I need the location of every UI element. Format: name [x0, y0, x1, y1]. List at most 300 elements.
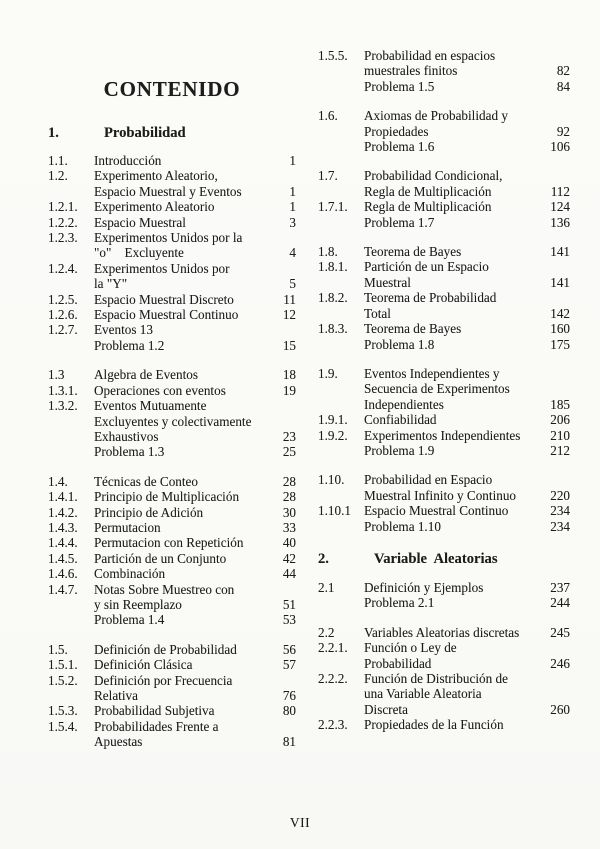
toc-entry-number — [318, 656, 364, 671]
toc-entry-page: 3 — [289, 214, 296, 230]
toc-entry-page — [544, 472, 570, 487]
toc-entry-number: 1.5. — [48, 641, 68, 657]
toc-entry-title: Regla de Multiplicación — [364, 199, 492, 215]
section-number: 1. — [48, 125, 59, 141]
toc-entry-line — [318, 702, 570, 717]
toc-entry-title: Definición por Frecuencia — [94, 672, 233, 688]
toc-entry-title: Espacio Muestral — [94, 214, 186, 230]
toc-entry-line — [318, 503, 570, 518]
toc-entry-page: 19 — [282, 382, 296, 398]
toc-entry-title: Teorema de Bayes — [364, 244, 462, 260]
toc-entry-page — [270, 414, 296, 429]
toc-entry-number: 1.2.2. — [48, 214, 78, 230]
toc-entry-line — [48, 597, 296, 612]
toc-entry-title: Problema 1.6 — [364, 139, 435, 155]
toc-entry-line — [318, 79, 570, 94]
toc-entry-number: 1.9.2. — [318, 427, 348, 443]
toc-entry-line — [48, 184, 296, 199]
toc-group — [318, 168, 570, 230]
toc-entry-title: una Variable Aleatoria — [364, 686, 482, 702]
toc-entry-title: Problema 1.5 — [364, 78, 435, 94]
toc-entry-title: Definición de Probabilidad — [94, 641, 237, 657]
toc-entry-number — [318, 488, 364, 503]
toc-entry-line — [48, 276, 296, 291]
toc-entry-line — [48, 168, 296, 183]
toc-entry-line — [318, 671, 570, 686]
toc-entry-title: Técnicas de Conteo — [94, 473, 198, 489]
toc-entry-line — [48, 688, 296, 703]
toc-group — [318, 625, 570, 733]
toc-entry-number: 1.4.5. — [48, 550, 78, 566]
toc-entry-title: Problema 2.1 — [364, 595, 435, 611]
toc-entry-number — [48, 444, 94, 459]
toc-entry-line — [48, 520, 296, 535]
toc-entry-line — [48, 398, 296, 413]
toc-entry-title: Problema 1.4 — [94, 612, 165, 628]
toc-entry-title: Secuencia de Experimentos — [364, 381, 510, 397]
toc-entry-number: 2.2.2. — [318, 671, 348, 686]
toc-entry-line — [48, 322, 296, 337]
toc-entry-title: Problema 1.3 — [94, 444, 165, 460]
toc-entry-page: 124 — [550, 199, 570, 215]
toc-entry-line — [48, 489, 296, 504]
toc-entry-title: Probabilidad Subjetiva — [94, 703, 215, 719]
toc-entry-line — [48, 474, 296, 489]
toc-entry-line — [48, 367, 296, 382]
toc-entry-number: 1.10. — [318, 472, 345, 488]
toc-entry-line — [318, 124, 570, 139]
toc-entry-page: 81 — [282, 734, 296, 750]
toc-entry-number — [48, 414, 94, 429]
toc-entry-number — [318, 124, 364, 139]
toc-entry-line — [318, 48, 570, 63]
toc-entry-page — [270, 673, 296, 688]
toc-group — [318, 244, 570, 352]
toc-entry-line — [48, 612, 296, 627]
toc-group — [48, 474, 296, 628]
toc-group — [318, 108, 570, 154]
toc-entry-page: 212 — [550, 442, 570, 458]
toc-entry-number — [48, 184, 94, 199]
toc-entry-page: 25 — [282, 444, 296, 460]
toc-entry-page: 206 — [550, 412, 570, 428]
toc-entry-line — [318, 108, 570, 123]
toc-entry-number: 1.8.1. — [318, 259, 348, 275]
toc-entry-page — [544, 640, 570, 655]
toc-entry-number — [318, 139, 364, 154]
toc-entry-line — [48, 657, 296, 672]
toc-entry-number — [318, 184, 364, 199]
toc-entry-number — [318, 595, 364, 610]
toc-entry-line — [318, 306, 570, 321]
toc-group — [48, 642, 296, 750]
toc-entry-number — [318, 381, 364, 396]
toc-entry-line — [48, 307, 296, 322]
toc-entry-number — [48, 734, 94, 749]
toc-entry-line — [48, 566, 296, 581]
toc-entry-page — [270, 168, 296, 183]
toc-entry-title: Probabilidades Frente a — [94, 718, 219, 734]
toc-entry-page: 28 — [282, 473, 296, 489]
toc-entry-number: 1.10.1 — [318, 503, 351, 519]
toc-entry-page: 260 — [550, 701, 570, 717]
toc-entry-title: Experimento Aleatorio — [94, 199, 215, 215]
toc-entry-page: 92 — [556, 123, 570, 139]
toc-entry-line — [48, 261, 296, 276]
toc-entry-number: 1.3.2. — [48, 398, 78, 414]
toc-entry-page — [544, 48, 570, 63]
toc-entry-page: 12 — [282, 307, 296, 323]
toc-entry-title: Probabilidad — [364, 655, 432, 671]
toc-entry-title: Problema 1.8 — [364, 336, 435, 352]
toc-entry-line — [318, 472, 570, 487]
toc-entry-line — [318, 337, 570, 352]
toc-entry-title: Muestral — [364, 274, 411, 290]
toc-entry-number — [318, 306, 364, 321]
toc-entry-title: Espacio Muestral y Eventos — [94, 183, 242, 199]
toc-entry-page: 160 — [550, 321, 570, 337]
toc-entry-number: 1.2.7. — [48, 322, 78, 338]
toc-entry-line — [318, 381, 570, 396]
toc-entry-title: Eventos Mutuamente — [94, 398, 207, 414]
toc-entry-title: Función o Ley de — [364, 640, 457, 656]
toc-entry-page: 142 — [550, 305, 570, 321]
toc-entry-title: Propiedades de la Función — [364, 717, 504, 733]
page-number: VII — [289, 815, 311, 830]
toc-entry-page — [270, 322, 296, 337]
toc-entry-page — [270, 230, 296, 245]
toc-entry-title: Relativa — [94, 688, 138, 703]
toc-entry-number: 2.2 — [318, 624, 335, 640]
toc-entry-line — [318, 184, 570, 199]
toc-entry-number: 1.6. — [318, 108, 338, 124]
toc-entry-number — [48, 245, 94, 260]
toc-entry-number — [318, 702, 364, 717]
toc-entry-page: 30 — [282, 504, 296, 520]
toc-entry-title: Notas Sobre Muestreo con — [94, 581, 235, 597]
toc-entry-page: 1 — [289, 199, 296, 215]
toc-entry-title: Espacio Muestral Continuo — [94, 307, 239, 323]
toc-entry-line — [48, 338, 296, 353]
toc-entry-line — [318, 397, 570, 412]
toc-entry-page: 1 — [289, 153, 296, 168]
toc-entry-page — [544, 686, 570, 701]
toc-entry-line — [318, 259, 570, 274]
toc-entry-title: Excluyentes y colectivamente — [94, 413, 252, 429]
toc-entry-title: Total — [364, 305, 391, 321]
toc-entry-line — [48, 535, 296, 550]
toc-entry-line — [48, 444, 296, 459]
toc-entry-title: Variables Aleatorias discretas — [364, 624, 520, 640]
toc-entry-title: Operaciones con eventos — [94, 382, 226, 398]
toc-entry-line — [318, 580, 570, 595]
toc-group — [48, 367, 296, 459]
toc-entry-title: Combinación — [94, 566, 166, 582]
toc-entry-number: 1.5.5. — [318, 48, 348, 63]
toc-entry-title: muestrales finitos — [364, 63, 458, 79]
toc-entry-number: 1.1. — [48, 153, 68, 168]
toc-entry-title: y sin Reemplazo — [94, 596, 182, 612]
toc-entry-title: Exhaustivos — [94, 428, 159, 444]
toc-entry-line — [318, 686, 570, 701]
toc-entry-title: Permutacion — [94, 519, 161, 535]
toc-group — [318, 472, 570, 534]
toc-entry-number — [318, 63, 364, 78]
toc-entry-number: 1.5.1. — [48, 657, 78, 673]
toc-entry-page — [270, 261, 296, 276]
toc-entry-number: 1.7.1. — [318, 199, 348, 215]
toc-entry-title: la "Y" — [94, 276, 128, 292]
toc-entry-title: Problema 1.7 — [364, 214, 435, 230]
toc-entry-title: Experimentos Unidos por — [94, 260, 230, 276]
toc-entry-line — [318, 488, 570, 503]
toc-entry-title: Algebra de Eventos — [94, 367, 198, 383]
toc-entry-page — [544, 717, 570, 732]
toc-entry-page: 185 — [550, 396, 570, 412]
toc-entry-number: 1.3 — [48, 367, 65, 383]
toc-entry-page: 106 — [550, 139, 570, 155]
toc-group — [318, 366, 570, 458]
toc-entry-number: 1.5.4. — [48, 718, 78, 734]
toc-entry-title: Axiomas de Probabilidad y — [364, 108, 508, 124]
toc-entry-page: 57 — [282, 657, 296, 673]
toc-entry-number: 1.2.4. — [48, 260, 78, 276]
toc-entry-line — [48, 429, 296, 444]
toc-entry-page — [270, 719, 296, 734]
toc-entry-title: Eventos Independientes y — [364, 365, 500, 381]
toc-entry-number — [318, 215, 364, 230]
toc-entry-number: 1.2.1. — [48, 199, 78, 215]
section-number: 2. — [318, 550, 329, 567]
toc-entry-number — [48, 429, 94, 444]
toc-entry-page: 234 — [550, 503, 570, 519]
toc-entry-page: 84 — [556, 78, 570, 94]
toc-entry-number: 1.2.6. — [48, 307, 78, 323]
toc-entry-title: Definición y Ejemplos — [364, 579, 484, 595]
toc-entry-line — [318, 428, 570, 443]
toc-entry-line — [48, 245, 296, 260]
toc-entry-title: Probabilidad en Espacio — [364, 472, 493, 488]
toc-entry-line — [318, 366, 570, 381]
toc-entry-page: 82 — [556, 63, 570, 79]
toc-entry-number: 1.4.4. — [48, 535, 78, 551]
toc-entry-line — [318, 640, 570, 655]
toc-entry-number: 2.2.3. — [318, 717, 348, 733]
section-heading — [318, 550, 570, 568]
toc-entry-number — [318, 79, 364, 94]
toc-entry-number: 1.2. — [48, 168, 68, 184]
toc-entry-number: 1.4.2. — [48, 504, 78, 520]
toc-entry-number: 1.3.1. — [48, 382, 78, 398]
toc-entry-title: Definición Clásica — [94, 657, 193, 673]
toc-entry-page: 175 — [550, 336, 570, 352]
toc-entry-page — [544, 366, 570, 381]
section-title: Probabilidad — [104, 125, 186, 141]
toc-entry-page: 112 — [550, 183, 570, 199]
toc-entry-page: 141 — [550, 244, 570, 260]
toc-entry-page: 1 — [289, 183, 296, 199]
toc-entry-number: 1.8. — [318, 244, 338, 260]
toc-entry-page: 4 — [289, 245, 296, 261]
toc-entry-line — [48, 673, 296, 688]
toc-entry-page: 141 — [550, 274, 570, 290]
toc-entry-title: Problema 1.2 — [94, 337, 165, 353]
toc-entry-page: 56 — [282, 641, 296, 657]
toc-entry-number: 1.9. — [318, 365, 338, 381]
toc-entry-number: 1.7. — [318, 168, 338, 184]
toc-entry-number: 2.1 — [318, 579, 335, 595]
toc-entry-number — [48, 276, 94, 291]
toc-entry-page: 15 — [282, 337, 296, 353]
toc-entry-page: 42 — [282, 550, 296, 566]
toc-entry-page: 51 — [282, 596, 296, 612]
toc-entry-title: Experimentos Independientes — [364, 427, 521, 443]
toc-entry-line — [48, 199, 296, 214]
toc-entry-page: 76 — [282, 688, 296, 703]
toc-entry-title: Probabilidad Condicional, — [364, 168, 503, 184]
toc-entry-title: Espacio Muestral Continuo — [364, 503, 509, 519]
toc-entry-page: 245 — [550, 624, 570, 640]
toc-entry-line — [318, 656, 570, 671]
toc-entry-number — [318, 686, 364, 701]
toc-entry-page: 11 — [283, 291, 296, 307]
toc-group — [48, 153, 296, 353]
toc-entry-line — [48, 292, 296, 307]
toc-entry-title: Experimento Aleatorio, — [94, 168, 218, 184]
toc-entry-number: 1.8.2. — [318, 290, 348, 306]
toc-entry-number — [48, 338, 94, 353]
toc-entry-title: Discreta — [364, 701, 408, 717]
toc-entry-title: Regla de Multiplicación — [364, 183, 492, 199]
toc-entry-page — [544, 168, 570, 183]
toc-entry-title: Principio de Multiplicación — [94, 489, 240, 505]
toc-entry-line — [318, 139, 570, 154]
toc-entry-title: "o" Excluyente — [94, 245, 184, 261]
toc-entry-line — [318, 199, 570, 214]
toc-entry-line — [318, 321, 570, 336]
toc-entry-number — [48, 688, 94, 703]
section-title: Variable Aleatorias — [374, 550, 498, 567]
toc-entry-line — [318, 168, 570, 183]
toc-entry-number — [318, 275, 364, 290]
toc-entry-page: 53 — [282, 612, 296, 628]
toc-entry-page — [270, 582, 296, 597]
toc-entry-number — [318, 519, 364, 534]
toc-entry-number: 1.4.7. — [48, 581, 78, 597]
toc-entry-number — [318, 443, 364, 458]
toc-entry-line — [318, 63, 570, 78]
toc-entry-line — [48, 703, 296, 718]
toc-entry-title: Experimentos Unidos por la — [94, 230, 243, 246]
toc-group — [318, 580, 570, 611]
toc-entry-number: 1.4. — [48, 473, 68, 489]
toc-entry-title: Problema 1.9 — [364, 442, 435, 458]
toc-entry-page: 44 — [282, 566, 296, 582]
toc-entry-number: 1.4.1. — [48, 489, 78, 505]
toc-entry-page: 33 — [282, 519, 296, 535]
toc-entry-title: Muestral Infinito y Continuo — [364, 487, 517, 503]
toc-entry-line — [48, 505, 296, 520]
toc-entry-page: 23 — [282, 428, 296, 444]
toc-entry-page: 244 — [550, 595, 570, 611]
toc-entry-page: 246 — [550, 655, 570, 671]
toc-entry-title: Eventos 13 — [94, 322, 153, 338]
toc-entry-line — [48, 153, 296, 168]
toc-entry-number: 1.8.3. — [318, 321, 348, 337]
toc-entry-number: 1.2.3. — [48, 230, 78, 246]
toc-entry-number — [48, 612, 94, 627]
toc-entry-title: Partición de un Conjunto — [94, 550, 227, 566]
toc-entry-page — [544, 290, 570, 305]
toc-entry-line — [318, 215, 570, 230]
toc-entry-title: Apuestas — [94, 734, 143, 750]
toc-entry-page — [544, 108, 570, 123]
toc-entry-title: Introducción — [94, 153, 162, 168]
toc-entry-line — [48, 383, 296, 398]
toc-entry-line — [48, 582, 296, 597]
toc-entry-line — [48, 734, 296, 749]
toc-entry-page: 220 — [550, 487, 570, 503]
section-heading — [48, 124, 296, 142]
toc-entry-page: 237 — [550, 579, 570, 595]
toc-entry-title: Espacio Muestral Discreto — [94, 291, 234, 307]
toc-entry-number — [318, 397, 364, 412]
toc-entry-title: Teorema de Probabilidad — [364, 290, 497, 306]
toc-entry-line — [48, 215, 296, 230]
toc-entry-page: 210 — [550, 427, 570, 443]
toc-entry-title: Principio de Adición — [94, 504, 204, 520]
toc-entry-number — [48, 597, 94, 612]
toc-entry-title: Función de Distribución de — [364, 671, 508, 686]
toc-column-1 — [48, 0, 296, 750]
toc-entry-page: 18 — [282, 367, 296, 383]
toc-entry-number: 2.2.1. — [318, 640, 348, 656]
toc-entry-number: 1.5.2. — [48, 672, 78, 688]
toc-entry-title: Independientes — [364, 396, 444, 412]
toc-entry-line — [48, 551, 296, 566]
toc-entry-line — [318, 595, 570, 610]
toc-entry-line — [318, 275, 570, 290]
toc-entry-page: 80 — [282, 703, 296, 719]
toc-entry-page — [270, 398, 296, 413]
toc-entry-line — [318, 625, 570, 640]
toc-entry-page: 40 — [282, 535, 296, 551]
toc-entry-line — [318, 244, 570, 259]
toc-entry-title: Permutacion con Repetición — [94, 535, 244, 551]
toc-entry-line — [48, 230, 296, 245]
toc-entry-page — [544, 381, 570, 396]
toc-group — [318, 48, 570, 94]
toc-entry-number: 1.2.5. — [48, 291, 78, 307]
toc-entry-page: 234 — [550, 518, 570, 534]
toc-entry-number: 1.5.3. — [48, 703, 78, 719]
toc-entry-line — [318, 443, 570, 458]
toc-entry-line — [318, 717, 570, 732]
toc-entry-line — [48, 719, 296, 734]
toc-entry-line — [318, 290, 570, 305]
toc-entry-page: 5 — [289, 276, 296, 292]
toc-entry-title: Partición de un Espacio — [364, 259, 489, 275]
toc-entry-page — [544, 671, 570, 686]
toc-entry-title: Teorema de Bayes — [364, 321, 462, 337]
toc-entry-line — [318, 519, 570, 534]
toc-entry-page — [544, 259, 570, 274]
toc-entry-number: 1.4.6. — [48, 566, 78, 582]
toc-entry-title: Confiabilidad — [364, 412, 437, 428]
toc-entry-title: Propiedades — [364, 123, 429, 139]
toc-entry-title: Probabilidad en espacios — [364, 48, 496, 63]
toc-entry-number: 1.9.1. — [318, 412, 348, 428]
